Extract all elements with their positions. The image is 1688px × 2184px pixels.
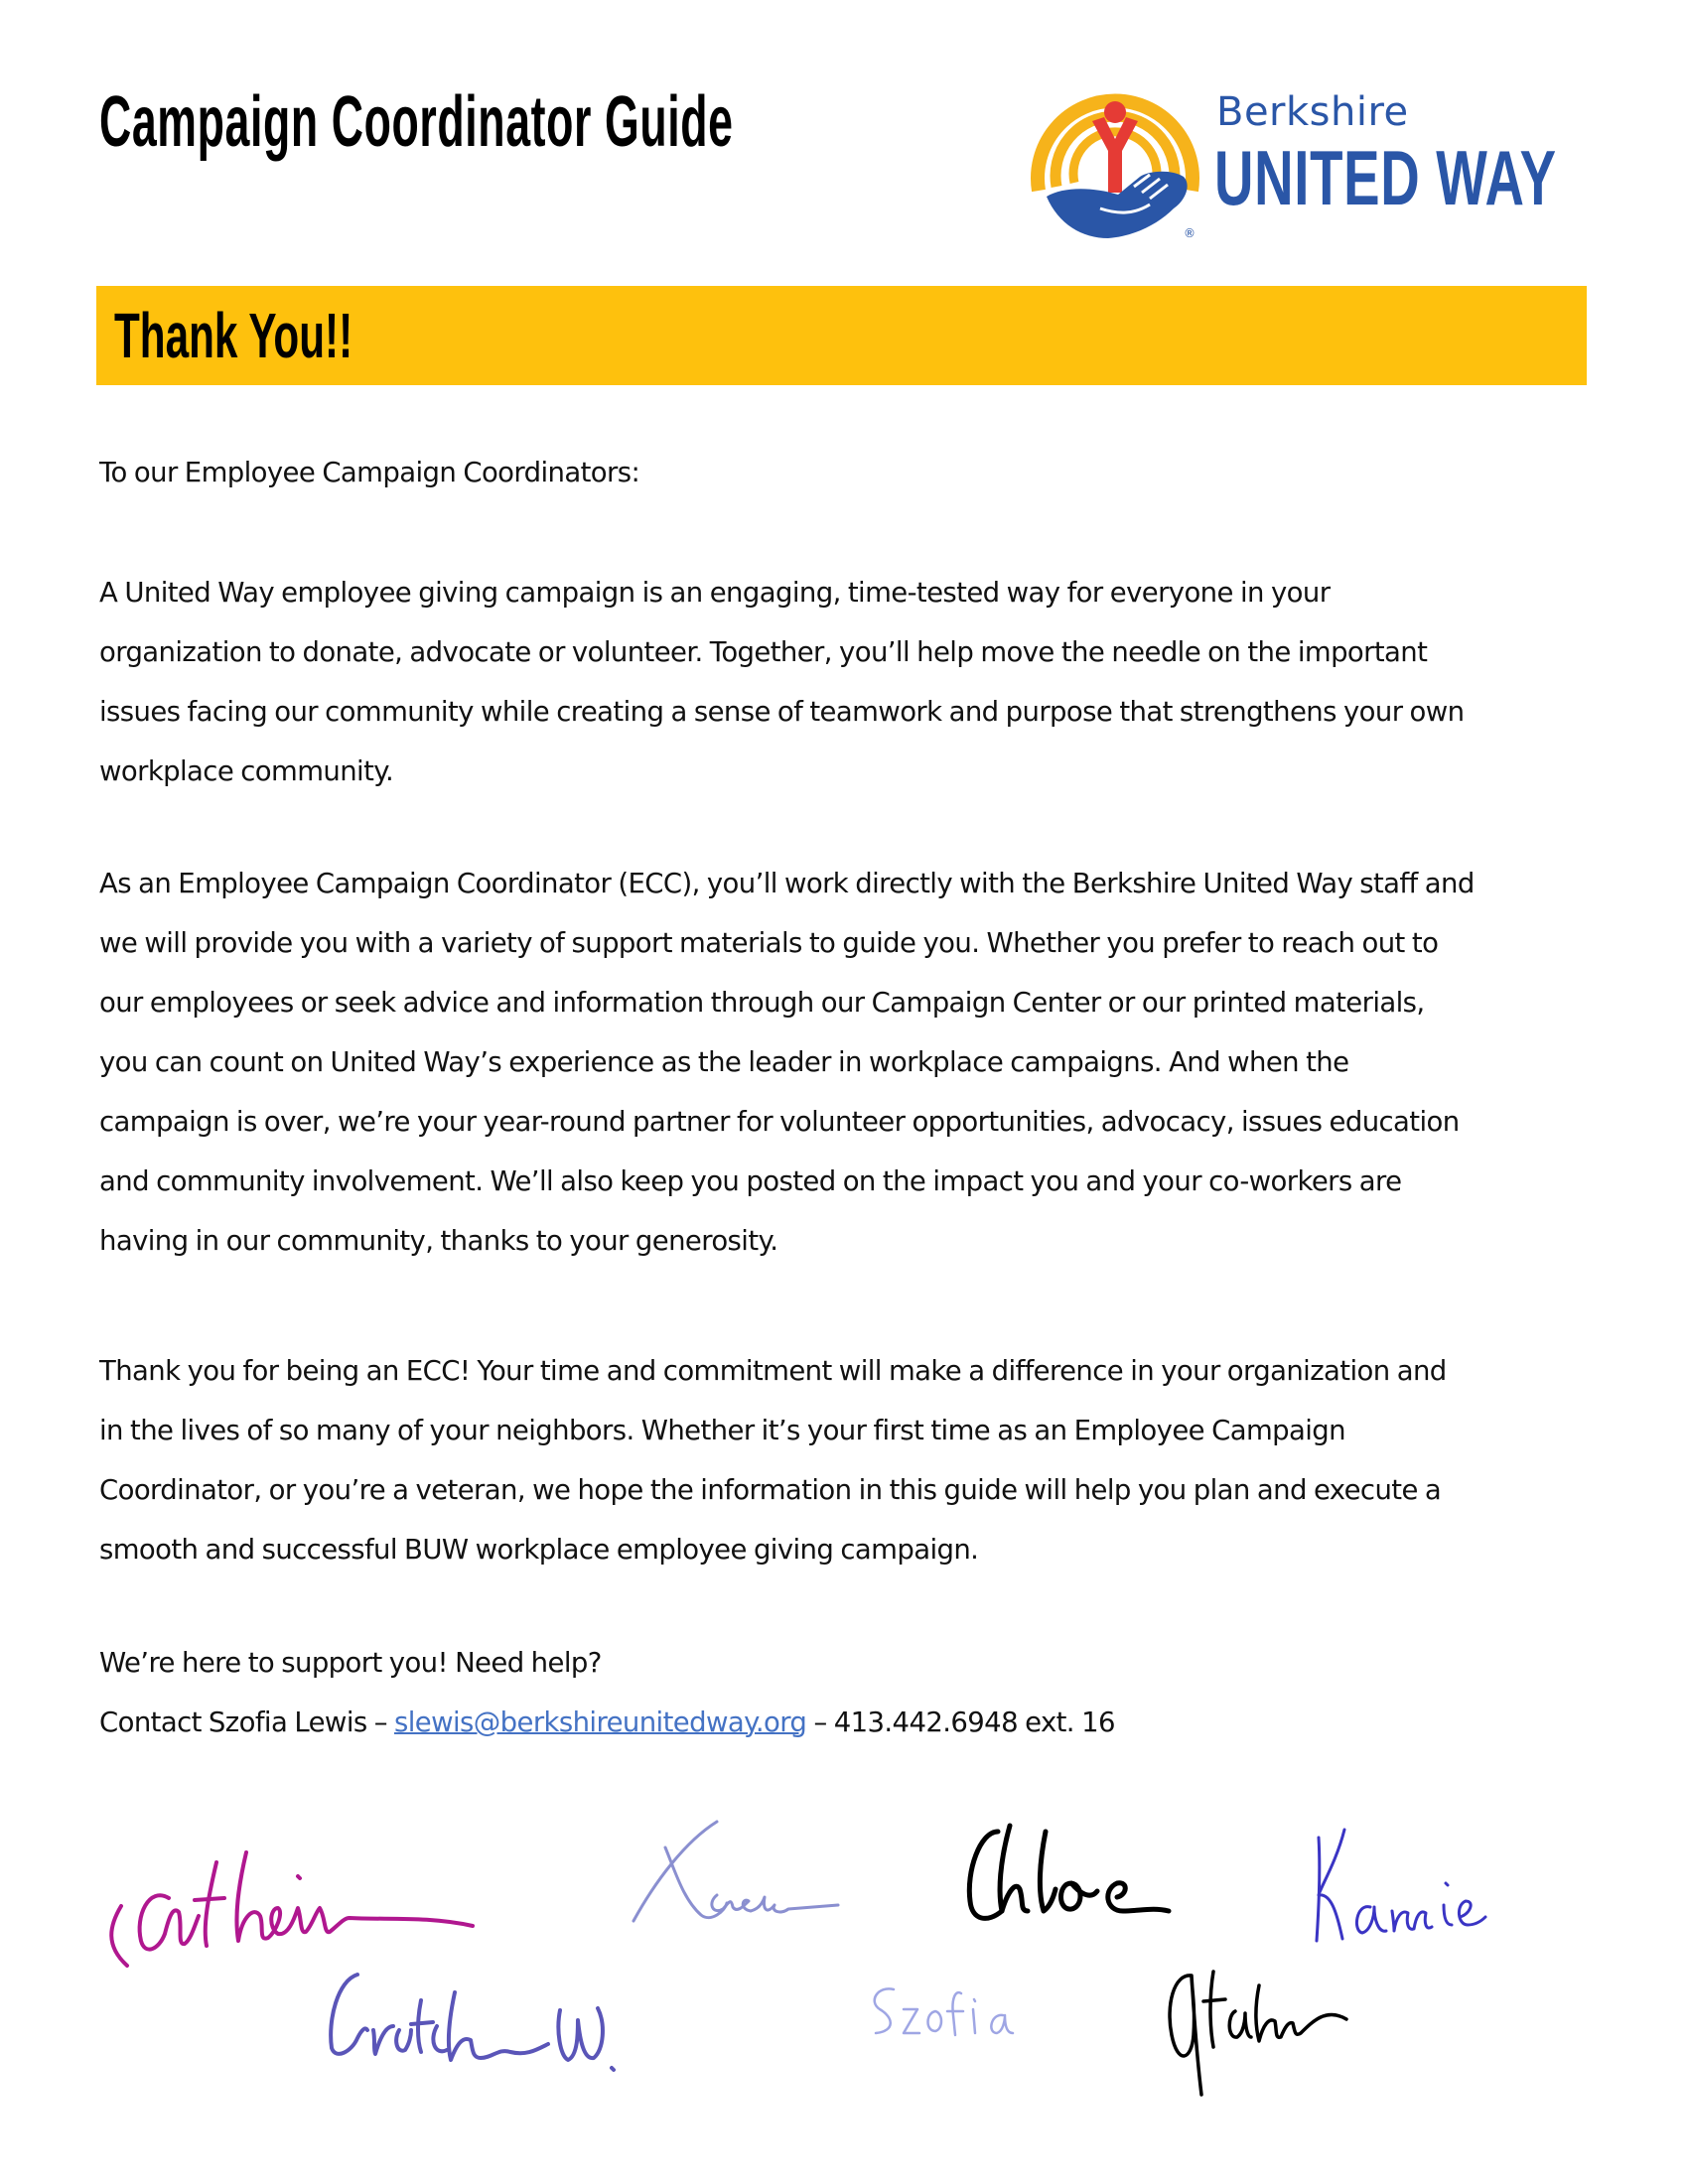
paragraph-line: having in our community, thanks to your generosity. (99, 1225, 778, 1257)
banner-heading: Thank You!! (114, 300, 353, 371)
paragraph-line: organization to donate, advocate or volunteer. Together, you’ll help move the needle on the important (99, 636, 1428, 668)
signature-karrie (1301, 1822, 1499, 1955)
paragraph-line: you can count on United Way’s experience as the leader in workplace campaigns. And when the (99, 1046, 1349, 1078)
figure-head (1104, 101, 1126, 123)
paragraph-3 (99, 1341, 1599, 1579)
paragraph-line: Thank you for being an ECC! Your time and commitment will make a difference in your organization and (99, 1355, 1447, 1387)
thank-you-banner (96, 286, 1587, 385)
paragraph-line: our employees or seek advice and information through our Campaign Center or our printed materials, (99, 987, 1425, 1019)
signature-chloe (958, 1812, 1187, 1945)
signature-gretchen (1152, 1966, 1410, 2109)
signature-catherine-drawing (99, 1817, 516, 1966)
signature-catherine (99, 1817, 516, 1970)
signature-gretchen-w-drawing (318, 1961, 695, 2080)
signature-gretchen-drawing (1152, 1966, 1410, 2105)
paragraph-line: Coordinator, or you’re a veteran, we hope the information in this guide will help you plan and execute a (99, 1474, 1442, 1506)
contact-phone: – 413.442.6948 ext. 16 (806, 1706, 1115, 1738)
contact-prefix: Contact Szofia Lewis – (99, 1706, 395, 1738)
united-way-emblem-icon (1023, 69, 1201, 258)
email-link[interactable]: slewis@berkshireunitedway.org (394, 1706, 807, 1738)
paragraph-line: campaign is over, we’re your year-round partner for volunteer opportunities, advocacy, issues education (99, 1106, 1460, 1138)
logo-berkshire-text: Berkshire (1216, 89, 1409, 135)
signature-szofia-drawing (864, 1976, 1062, 2055)
paragraph-line: we will provide you with a variety of support materials to guide you. Whether you prefer to reach out to (99, 927, 1439, 959)
berkshire-united-way-logo (1023, 69, 1557, 258)
signature-karrie-drawing (1301, 1822, 1499, 1951)
paragraph-line: and community involvement. We’ll also keep you posted on the impact you and your co-workers are (99, 1165, 1402, 1197)
paragraph-line: As an Employee Campaign Coordinator (ECC), you’ll work directly with the Berkshire United Way staff and (99, 868, 1475, 899)
support-line: We’re here to support you! Need help? (99, 1647, 602, 1679)
paragraph-line: issues facing our community while creating a sense of teamwork and purpose that strengthens your own (99, 696, 1465, 728)
contact-line (99, 1693, 1599, 1752)
salutation: To our Employee Campaign Coordinators: (99, 457, 640, 488)
paragraph-line: in the lives of so many of your neighbors. Whether it’s your first time as an Employee Campaign (99, 1415, 1345, 1446)
signature-chloe-drawing (958, 1812, 1187, 1941)
page-title: Campaign Coordinator Guide (99, 82, 734, 162)
signature-jack (626, 1812, 864, 1935)
logo-united-way-text: UNITED WAY (1214, 134, 1557, 221)
contact-block (99, 1633, 1599, 1752)
paragraph-line: A United Way employee giving campaign is an engaging, time-tested way for everyone in your (99, 577, 1331, 609)
signature-szofia (864, 1976, 1062, 2059)
signature-gretchen-w (318, 1961, 695, 2084)
paragraph-1 (99, 563, 1599, 801)
paragraph-2 (99, 854, 1599, 1271)
registered-mark: ® (1184, 226, 1196, 240)
signature-jack-drawing (626, 1812, 864, 1931)
paragraph-line: smooth and successful BUW workplace employee giving campaign. (99, 1534, 979, 1566)
paragraph-line: workplace community. (99, 755, 394, 787)
